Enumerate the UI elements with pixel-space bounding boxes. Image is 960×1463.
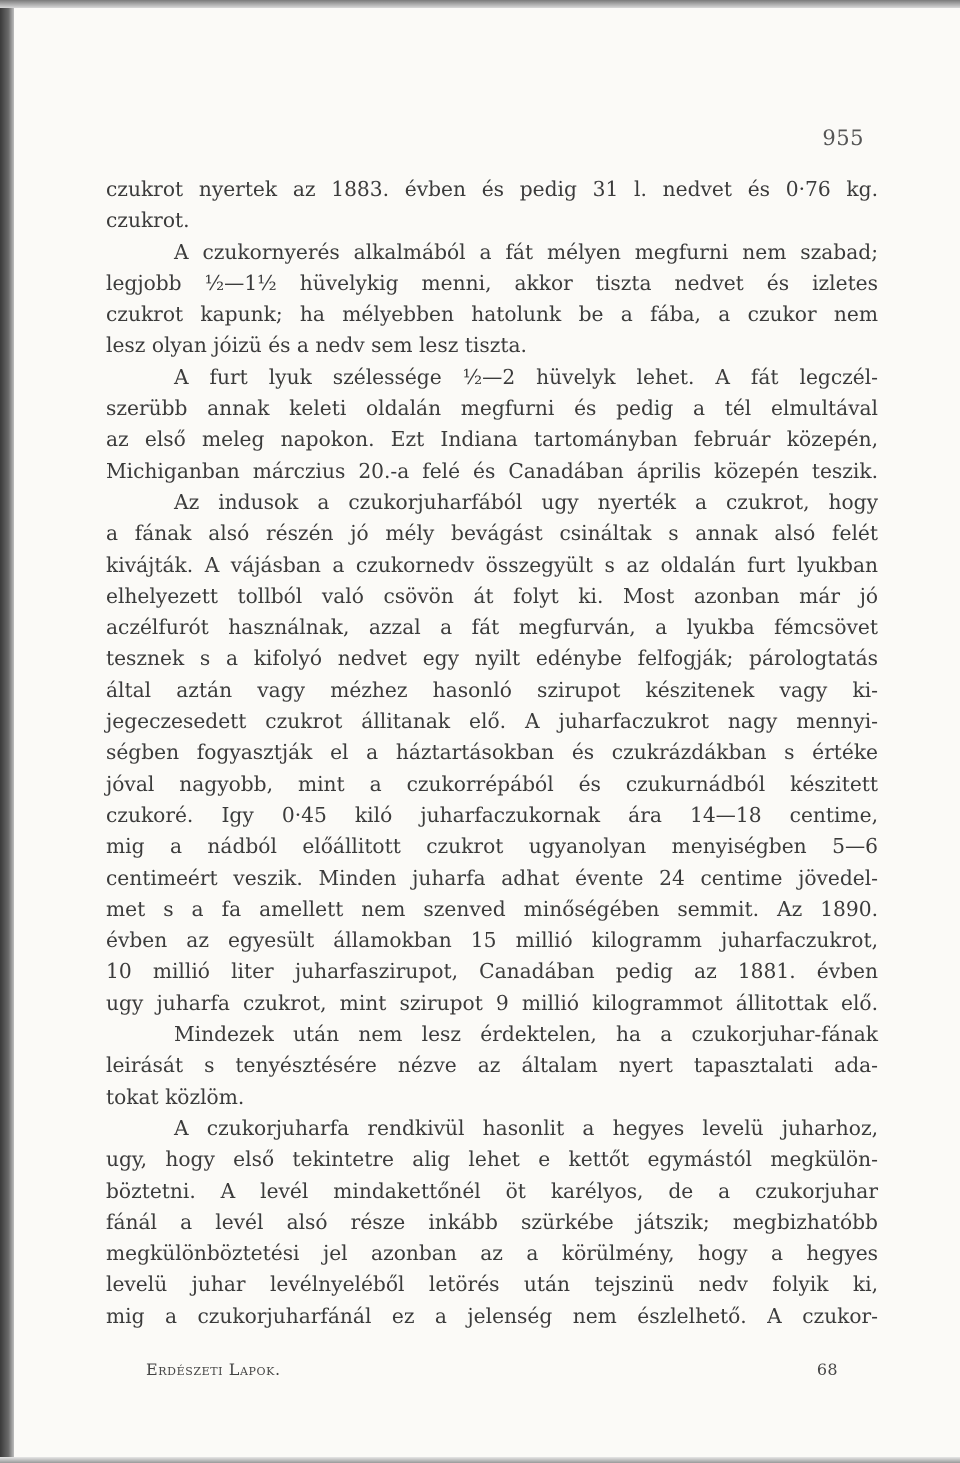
- text-line: böztetni. A levél mindakettőnél öt karélyos, de a czukorjuhar: [106, 1178, 878, 1203]
- text-line: mig a nádból előállitott czukrot ugyanolyan menyiségben 5—6: [106, 834, 878, 859]
- text-line: 10 millió liter juharfaszirupot, Canadában pedig az 1881. évben: [106, 959, 878, 984]
- text-line: megkülönböztetési jel azonban az a körülmény, hogy a hegyes: [106, 1241, 878, 1266]
- text-line: tesznek s a kifolyó nedvet egy nyilt edénybe felfogják; párologtatás: [106, 646, 878, 671]
- text-line: évben az egyesült államokban 15 millió kilogramm juharfaczukrot,: [106, 928, 878, 953]
- text-line: lesz olyan jóizü és a nedv sem lesz tiszta.: [106, 333, 527, 358]
- text-line: a fának alsó részén jó mély bevágást csináltak s annak alsó felét: [106, 521, 878, 546]
- text-line: met s a fa amellett nem szenved minőségében semmit. Az 1890.: [106, 896, 878, 921]
- text-line: Az indusok a czukorjuharfából ugy nyerték a czukrot, hogy: [174, 489, 878, 514]
- text-line: A furt lyuk szélessége ½—2 hüvelyk lehet. A fát legczél-: [174, 364, 878, 389]
- page-number: 955: [822, 126, 864, 150]
- text-line: levelü juhar levélnyeléből letörés után tejszinü nedv folyik ki,: [106, 1272, 878, 1297]
- text-line: Mindezek után nem lesz érdektelen, ha a czukorjuhar-fának: [174, 1022, 878, 1047]
- text-line: legjobb ½—1½ hüvelykig menni, akkor tiszta nedvet és izletes: [106, 270, 878, 295]
- text-line: A czukornyerés alkalmából a fát mélyen megfurni nem szabad;: [174, 239, 878, 264]
- scan-edge-top: [0, 0, 960, 8]
- text-line: czukrot nyertek az 1883. évben és pedig 31 l. nedvet és 0·76 kg.: [106, 177, 878, 201]
- document-page: [14, 8, 960, 1457]
- scan-edge-bottom: [0, 1457, 960, 1463]
- text-line: az első meleg napokon. Ezt Indiana tartományban február közepén,: [106, 427, 878, 452]
- text-line: ségben fogyasztják el a háztartásokban és czukrázdákban s értéke: [106, 740, 878, 765]
- text-line: Michiganban márczius 20.-a felé és Canadában április közepén teszik.: [106, 458, 878, 483]
- scan-edge-left: [0, 0, 14, 1463]
- text-line: A czukorjuharfa rendkivül hasonlit a hegyes levelü juharhoz,: [174, 1115, 878, 1140]
- text-line: ugy, hogy első tekintetre alig lehet e kettőt egymástól megkülön-: [106, 1147, 878, 1172]
- sheet-signature: 68: [816, 1360, 838, 1379]
- text-line: által aztán vagy mézhez hasonló szirupot készitenek vagy ki-: [106, 677, 878, 702]
- text-line: aczélfurót használnak, azzal a fát megfurván, a lyukba fémcsövet: [106, 615, 878, 640]
- text-line: elhelyezett tollból való csövön át folyt ki. Most azonban már jó: [106, 583, 878, 608]
- text-line: leirását s tenyésztésére nézve az általam nyert tapasztalati ada-: [106, 1053, 878, 1078]
- text-line: kivájták. A vájásban a czukornedv összegyült s az oldalán furt lyukban: [106, 552, 878, 577]
- text-line: szerübb annak keleti oldalán megfurni és pedig a tél elmultával: [106, 396, 878, 421]
- text-line: centimeért veszik. Minden juharfa adhat évente 24 centime jövedel-: [106, 865, 878, 890]
- text-line: ugy juharfa czukrot, mint szirupot 9 millió kilogrammot állitottak elő.: [106, 990, 878, 1015]
- text-line: tokat közlöm.: [106, 1084, 245, 1109]
- text-line: jóval nagyobb, mint a czukorrépából és czukurnádból készitett: [106, 771, 878, 796]
- text-line: mig a czukorjuharfánál ez a jelenség nem észlelhető. A czukor-: [106, 1303, 878, 1328]
- journal-name: Erdészeti Lapok.: [146, 1360, 281, 1379]
- text-line: czukrot kapunk; ha mélyebben hatolunk be a fába, a czukor nem: [106, 302, 878, 327]
- text-line: fánál a levél alsó része inkább szürkébe játszik; megbizhatóbb: [106, 1209, 878, 1234]
- text-line: jegeczesedett czukrot állitanak elő. A juharfaczukrot nagy mennyi-: [106, 709, 878, 734]
- text-line: czukrot.: [106, 208, 190, 233]
- text-line: czukoré. Igy 0·45 kiló juharfaczukornak ára 14—18 centime,: [106, 802, 878, 827]
- body-text: [106, 174, 878, 1332]
